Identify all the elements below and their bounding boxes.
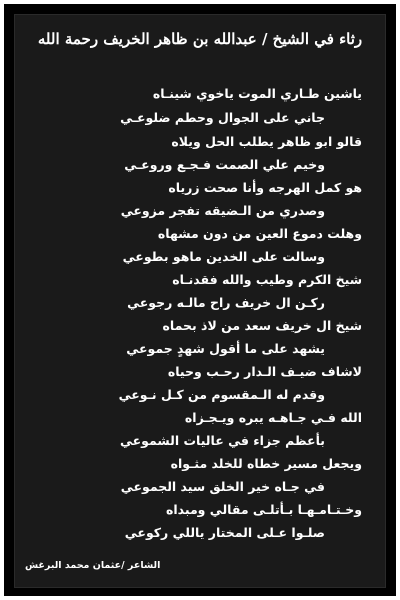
verse-line: لاشاف ضيـف الـدار رحـب وحياه <box>167 364 362 379</box>
verse-line: قالو ابو ظاهر يطلب الحل ويلاه <box>171 134 362 149</box>
verse-line: وخـتـامـهـا بـأتلـى مقالي ومبداه <box>165 502 362 517</box>
poem-panel <box>14 14 386 588</box>
verse-line: شيخ ال خريف سعد من لاذ بحماه <box>162 318 362 333</box>
verse-line: في جـاه خير الخلق سيد الجموعي <box>120 479 325 494</box>
verse-line: يشهد على ما أقول شهدٍ جموعي <box>126 341 325 356</box>
poem-frame <box>4 4 396 596</box>
verse-line: بأعظم جزاء في عاليات الشموعي <box>120 433 325 448</box>
verse-line: صلـوا عـلى المختار ياللي ركوعي <box>124 525 325 540</box>
verse-line: الله فـي جـاهـه يبره ويـجـزاه <box>184 410 362 425</box>
poet-credit: الشاعر /عثمان محمد البرغش <box>25 560 161 571</box>
verses <box>15 15 387 589</box>
verse-line: وخيم علي الصمت فـجـع وروعـي <box>124 157 325 172</box>
verse-line: جاني على الجوال وحطم ضلوعـي <box>120 110 325 125</box>
verse-line: شيخ الكرم وطيب والله فقدنـاه <box>172 272 362 287</box>
verse-line: ياشين طـاري الموت ياخوي شينـاه <box>152 86 362 101</box>
verse-line: ركـن ال خريف راح مالـه رجوعي <box>127 295 325 310</box>
verse-line: وصدري من الـضيقه تفجر مزوعي <box>120 203 325 218</box>
poem-title: رثاء في الشيخ / عبدالله بن ظاهر الخريف رحمة الله <box>37 30 363 48</box>
verse-line: وقدم له الـمقسوم من كـل نـوعي <box>118 387 325 402</box>
verse-line: وهلت دموع العين من دون مشهاه <box>157 226 362 241</box>
verse-line: ويجعل مسير خطاه للخلد مثـواه <box>170 456 362 471</box>
verse-line: هو كمل الهرجه وأنا صحت زرياه <box>168 180 362 195</box>
verse-line: وسالت على الخدين ماهو بطوعي <box>122 249 325 264</box>
